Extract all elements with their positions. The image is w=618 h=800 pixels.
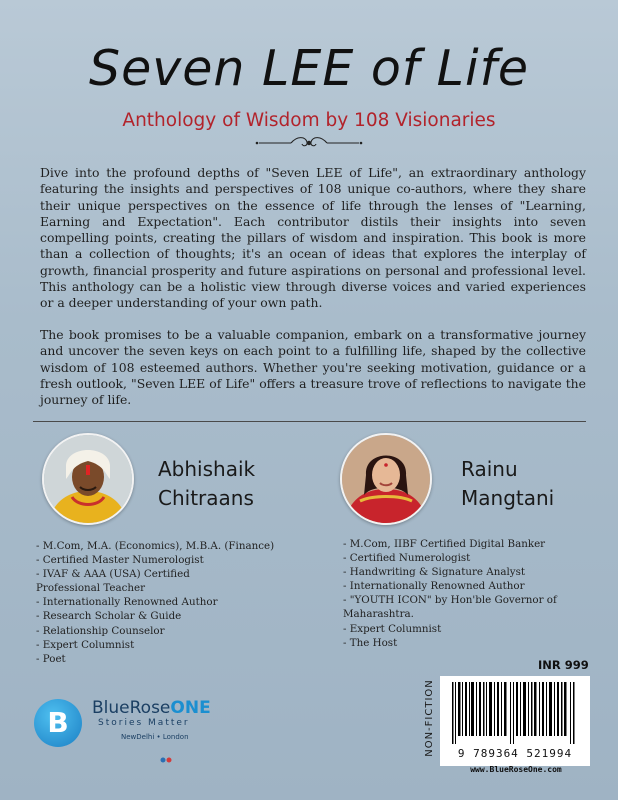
credential-item: - Expert Columnist [36,638,135,651]
publisher-website: www.BlueRoseOne.com [470,765,562,774]
credential-item: - Handwriting & Signature Analyst [343,566,525,579]
category-label: NON-FICTION [424,679,435,757]
credential-item: - Certified Numerologist [343,552,471,565]
price-label: INR 999 [538,658,589,672]
author-photo-abhishaik [42,433,134,525]
credential-item: - Relationship Counselor [36,624,165,637]
credential-item: - M.Com, IIBF Certified Digital Banker [343,538,546,550]
author-first-name: Abhishaik [158,457,256,481]
credential-item: - IVAF & AAA (USA) Certified [36,568,190,581]
credential-item: - Internationally Renowned Author [36,596,218,609]
blurb-paragraph-1: Dive into the profound depths of "Seven LEE of Life", an extraordinary anthology featuring the insights and perspectives of 108 unique co-authors, where they share their unique perspectives on the essence of life through the lenses of "Learning, Earning and Expectation". Each contributor distils their insights into seven compelling points, creating the pillars of wisdom and inspiration. This book is more than a collection of thoughts; it's an ocean of ideas that explores the interplay of growth, financial prosperity and future aspirations on personal and professional level. This anthology can be a holistic view through diverse voices and varied experiences or a deeper understanding of your own path. [40,165,586,311]
credential-item: - The Host [343,636,398,649]
barcode-icon [440,676,590,746]
credential-item: - Poet [36,652,66,665]
publisher-name [92,698,211,718]
author-photo-rainu [340,433,432,525]
author-last-name: Mangtani [461,486,555,510]
publisher-locations: NewDelhi • London [121,733,189,741]
credential-item: - Certified Master Numerologist [36,554,204,567]
publisher-logo-letter: B [47,706,69,739]
credential-item: - Expert Columnist [343,622,442,635]
section-divider [33,421,586,422]
author-name-2 [461,455,554,513]
author-name-1 [158,455,255,513]
isbn-number: 9 789364 521994 [457,747,573,760]
blurb-paragraph-2: The book promises to be a valuable companion, embark on a transformative journey and uncover the seven keys on each point to a fulfilling life, shaped by the collective wisdom of 108 esteemed authors. Whether you're seeking motivation, guidance or a fresh outlook, "Seven LEE of Life" offers a treasure trove of reflections to navigate the journey of life. [40,327,586,408]
author-portrait-icon [342,435,430,523]
publisher-name-main: BlueRose [92,698,171,718]
credential-item: - Research Scholar & Guide [36,610,182,623]
book-title: Seven LEE of Life [89,40,529,97]
author-2-credentials [343,537,603,650]
credential-item: - M.Com, M.A. (Economics), M.B.A. (Finance) [36,540,275,552]
author-1-credentials [36,539,326,666]
author-first-name: Rainu [461,457,518,481]
credential-item: - Internationally Renowned Author [343,580,525,593]
author-last-name: Chitraans [158,486,254,510]
publisher-name-accent: ONE [170,698,211,718]
author-portrait-icon [44,435,132,523]
small-logo-mark-icon [160,756,172,764]
credential-item: Maharashtra. [343,608,414,621]
publisher-tagline: Stories Matter [98,718,190,728]
credential-item: - "YOUTH ICON" by Hon'ble Governor of [343,594,557,607]
ornament-divider-icon [255,134,363,152]
book-subtitle: Anthology of Wisdom by 108 Visionaries [122,110,496,131]
credential-item: Professional Teacher [36,582,146,595]
